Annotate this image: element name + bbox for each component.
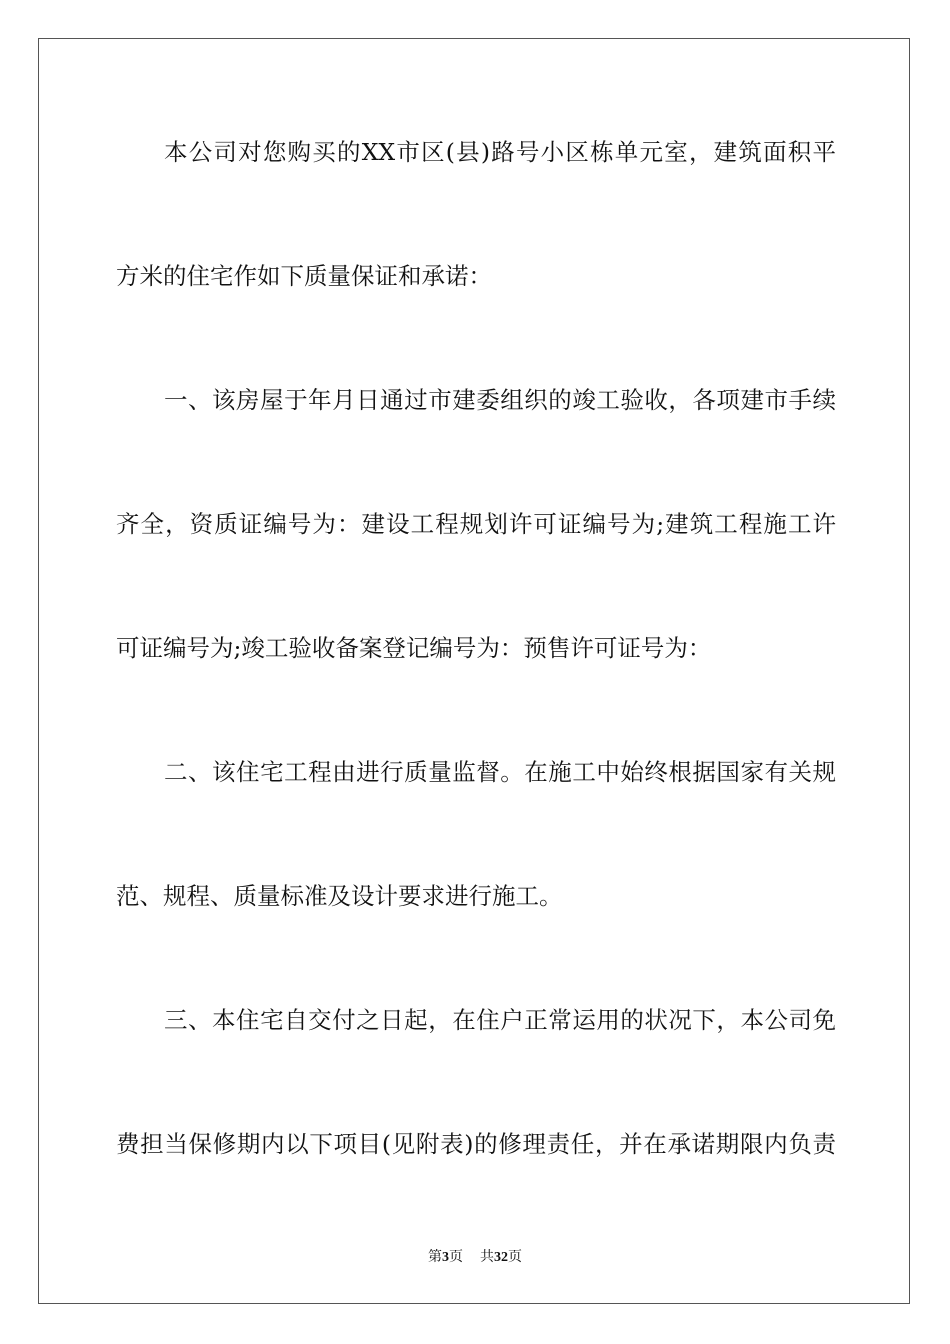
paragraph-line: 范、规程、质量标准及设计要求进行施工。	[116, 882, 563, 910]
total-suffix: 页	[508, 1250, 522, 1265]
total-pages: 32	[494, 1250, 508, 1265]
page-prefix: 第	[428, 1250, 442, 1265]
paragraph-line: 二、该住宅工程由进行质量监督。在施工中始终根据国家有关规	[164, 758, 836, 786]
total-prefix: 共	[480, 1250, 494, 1265]
page-suffix: 页	[449, 1250, 463, 1265]
paragraph-line: 可证编号为;竣工验收备案登记编号为：预售许可证号为：	[116, 634, 712, 662]
page-border	[38, 38, 910, 1304]
paragraph-line: 费担当保修期内以下项目(见附表)的修理责任，并在承诺期限内负责	[116, 1130, 836, 1158]
page-footer	[0, 1246, 950, 1266]
paragraph-line: 一、该房屋于年月日通过市建委组织的竣工验收，各项建市手续	[164, 386, 836, 414]
paragraph-line: 三、本住宅自交付之日起，在住户正常运用的状况下，本公司免	[164, 1006, 836, 1034]
page-number: 3	[442, 1250, 449, 1265]
paragraph-line: 齐全，资质证编号为：建设工程规划许可证编号为;建筑工程施工许	[116, 510, 836, 538]
paragraph-line: 本公司对您购买的XX市区(县)路号小区栋单元室，建筑面积平	[164, 138, 836, 166]
paragraph-line: 方米的住宅作如下质量保证和承诺：	[116, 262, 492, 290]
